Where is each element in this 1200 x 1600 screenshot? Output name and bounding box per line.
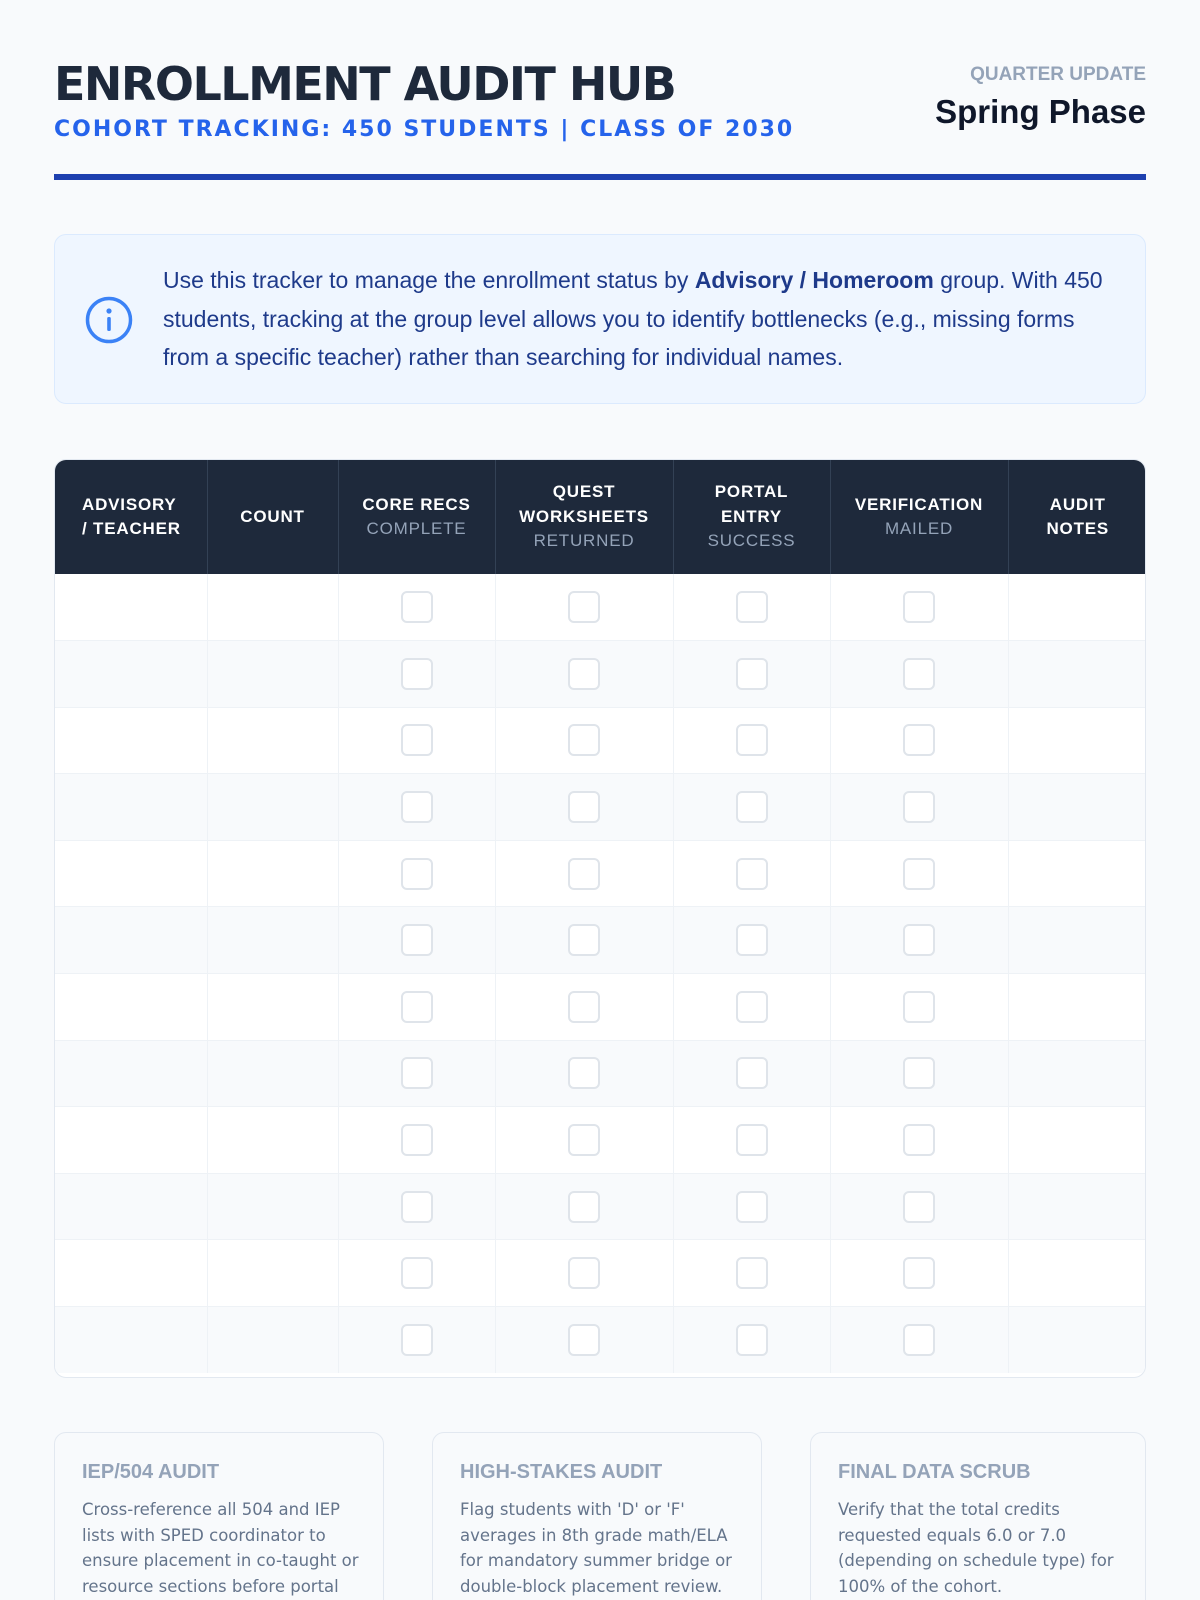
status-checkbox[interactable] (903, 724, 935, 756)
col-header-sub: SUCCESS (707, 531, 796, 551)
checkbox-cell (673, 774, 830, 841)
table-row (55, 1040, 1146, 1107)
status-checkbox[interactable] (903, 1124, 935, 1156)
checkbox-cell (338, 707, 495, 774)
advisory-teacher-cell[interactable] (55, 707, 207, 774)
count-cell[interactable] (207, 1307, 338, 1374)
status-checkbox[interactable] (401, 858, 433, 890)
col-header-quest-worksheets (495, 460, 673, 574)
table-row (55, 774, 1146, 841)
col-header-sub: MAILED (884, 519, 954, 538)
checkbox-cell (830, 1173, 1008, 1240)
checkbox-cell (830, 1307, 1008, 1374)
checkbox-cell (338, 1307, 495, 1374)
advisory-teacher-cell[interactable] (55, 574, 207, 641)
count-cell[interactable] (207, 974, 338, 1041)
audit-notes-cell[interactable] (1008, 1240, 1146, 1307)
col-header-line: VERIFICATION (854, 494, 984, 514)
status-checkbox[interactable] (568, 1124, 600, 1156)
quarter-label: QUARTER UPDATE (970, 64, 1146, 85)
card-iep-504-audit (54, 1432, 384, 1600)
advisory-teacher-cell[interactable] (55, 774, 207, 841)
status-checkbox[interactable] (903, 791, 935, 823)
count-cell[interactable] (207, 641, 338, 708)
checkbox-cell (830, 707, 1008, 774)
checkbox-cell (673, 974, 830, 1041)
advisory-teacher-cell[interactable] (55, 1173, 207, 1240)
status-checkbox[interactable] (568, 1191, 600, 1223)
advisory-teacher-cell[interactable] (55, 840, 207, 907)
checkbox-cell (495, 1240, 673, 1307)
advisory-teacher-cell[interactable] (55, 641, 207, 708)
checkbox-cell (830, 840, 1008, 907)
status-checkbox[interactable] (736, 724, 768, 756)
status-checkbox[interactable] (568, 724, 600, 756)
checkbox-cell (830, 974, 1008, 1041)
card-title: IEP/504 AUDIT (82, 1461, 220, 1483)
audit-notes-cell[interactable] (1008, 840, 1146, 907)
col-header-audit-notes (1008, 460, 1146, 574)
col-header-advisory (55, 460, 207, 574)
table-row (55, 1107, 1146, 1174)
table-row (55, 707, 1146, 774)
checkbox-cell (673, 574, 830, 641)
quarter-value: Spring Phase (935, 93, 1146, 130)
col-header-line: AUDIT (1049, 494, 1106, 514)
table-row (55, 1240, 1146, 1307)
status-checkbox[interactable] (401, 1257, 433, 1289)
audit-notes-cell[interactable] (1008, 907, 1146, 974)
checkbox-cell (495, 1107, 673, 1174)
info-callout (54, 234, 1146, 404)
audit-notes-cell[interactable] (1008, 1173, 1146, 1240)
page-subtitle: COHORT TRACKING: 450 STUDENTS | CLASS OF 2030 (54, 117, 795, 142)
info-text-emphasis: Advisory / Homeroom (694, 267, 934, 293)
col-header-line: ENTRY (721, 506, 782, 526)
checkbox-cell (338, 1173, 495, 1240)
col-header-count (207, 460, 338, 574)
checkbox-cell (830, 574, 1008, 641)
info-text-part: group. With 450 students, tracking at the group level allows you to identify bottlenecks (e.g., missing forms from a specific teacher) rather than searching for individual names. (163, 267, 1103, 370)
status-checkbox[interactable] (568, 658, 600, 690)
status-checkbox[interactable] (568, 591, 600, 623)
status-checkbox[interactable] (736, 591, 768, 623)
checkbox-cell (338, 907, 495, 974)
checkbox-cell (830, 1040, 1008, 1107)
checkbox-cell (830, 641, 1008, 708)
advisory-teacher-cell[interactable] (55, 1107, 207, 1174)
count-cell[interactable] (207, 707, 338, 774)
card-final-data-scrub (810, 1432, 1146, 1600)
card-title: FINAL DATA SCRUB (838, 1461, 1031, 1483)
status-checkbox[interactable] (903, 658, 935, 690)
col-header-sub: COMPLETE (366, 519, 467, 538)
count-cell[interactable] (207, 1240, 338, 1307)
status-checkbox[interactable] (568, 791, 600, 823)
status-checkbox[interactable] (736, 1257, 768, 1289)
card-body: Flag students with 'D' or 'F' averages in 8th grade math/ELA for mandatory summer bridge or double-block placement review. (460, 1500, 732, 1596)
checkbox-cell (673, 1040, 830, 1107)
col-header-line: QUEST (552, 482, 616, 502)
status-checkbox[interactable] (736, 1057, 768, 1089)
info-text (163, 261, 1123, 377)
card-high-stakes-audit (432, 1432, 762, 1600)
status-checkbox[interactable] (903, 924, 935, 956)
checkbox-cell (673, 1173, 830, 1240)
checkbox-cell (673, 1107, 830, 1174)
count-cell[interactable] (207, 1173, 338, 1240)
col-header-line: COUNT (240, 506, 305, 526)
status-checkbox[interactable] (401, 658, 433, 690)
audit-notes-cell[interactable] (1008, 974, 1146, 1041)
table-row (55, 574, 1146, 641)
status-checkbox[interactable] (903, 1257, 935, 1289)
col-header-line: NOTES (1046, 519, 1110, 538)
col-header-verification (830, 460, 1008, 574)
info-circle-icon (84, 295, 134, 345)
audit-notes-cell[interactable] (1008, 1307, 1146, 1374)
checkbox-cell (495, 974, 673, 1041)
advisory-teacher-cell[interactable] (55, 1040, 207, 1107)
status-checkbox[interactable] (903, 1324, 935, 1356)
advisory-teacher-cell[interactable] (55, 974, 207, 1041)
checkbox-cell (495, 774, 673, 841)
table-row (55, 1307, 1146, 1374)
checkbox-cell (495, 907, 673, 974)
status-checkbox[interactable] (736, 991, 768, 1023)
table-header-row (55, 460, 1146, 574)
checkbox-cell (830, 1240, 1008, 1307)
card-body: Cross-reference all 504 and IEP lists with SPED coordinator to ensure placement in co-taught or resource sections before portal (82, 1500, 359, 1596)
header-divider (54, 174, 1146, 180)
checkbox-cell (830, 1107, 1008, 1174)
status-checkbox[interactable] (401, 924, 433, 956)
advisory-teacher-cell[interactable] (55, 907, 207, 974)
audit-notes-cell[interactable] (1008, 1040, 1146, 1107)
page-title: ENROLLMENT AUDIT HUB (54, 57, 676, 111)
status-checkbox[interactable] (736, 858, 768, 890)
tracker-table (54, 459, 1146, 1378)
checkbox-cell (338, 974, 495, 1041)
table-body (55, 574, 1146, 1373)
checkbox-cell (338, 1040, 495, 1107)
status-checkbox[interactable] (401, 591, 433, 623)
col-header-line: CORE RECS (362, 494, 471, 514)
checkbox-cell (495, 707, 673, 774)
status-checkbox[interactable] (401, 724, 433, 756)
checkbox-cell (495, 1040, 673, 1107)
status-checkbox[interactable] (568, 1257, 600, 1289)
checkbox-cell (830, 907, 1008, 974)
checkbox-cell (673, 1240, 830, 1307)
status-checkbox[interactable] (568, 858, 600, 890)
card-body: Verify that the total credits requested equals 6.0 or 7.0 (depending on schedule type) for 100% of the cohort. (838, 1500, 1114, 1596)
table-row (55, 1173, 1146, 1240)
col-header-line: / TEACHER (82, 519, 181, 538)
col-header-portal-entry (673, 460, 830, 574)
audit-notes-cell[interactable] (1008, 574, 1146, 641)
checkbox-cell (338, 574, 495, 641)
status-checkbox[interactable] (401, 1191, 433, 1223)
status-checkbox[interactable] (568, 991, 600, 1023)
status-checkbox[interactable] (401, 791, 433, 823)
status-checkbox[interactable] (903, 591, 935, 623)
col-header-sub: RETURNED (533, 531, 635, 551)
checkbox-cell (338, 1107, 495, 1174)
advisory-teacher-cell[interactable] (55, 1307, 207, 1374)
checkbox-cell (673, 907, 830, 974)
checkbox-cell (495, 574, 673, 641)
col-header-core-recs (338, 460, 495, 574)
table-row (55, 641, 1146, 708)
status-checkbox[interactable] (903, 991, 935, 1023)
checkbox-cell (673, 1307, 830, 1374)
status-checkbox[interactable] (568, 1324, 600, 1356)
status-checkbox[interactable] (736, 791, 768, 823)
count-cell[interactable] (207, 774, 338, 841)
status-checkbox[interactable] (568, 924, 600, 956)
table-row (55, 974, 1146, 1041)
count-cell[interactable] (207, 1040, 338, 1107)
checkbox-cell (338, 641, 495, 708)
advisory-teacher-cell[interactable] (55, 1240, 207, 1307)
checkbox-cell (495, 641, 673, 708)
status-checkbox[interactable] (401, 1324, 433, 1356)
checkbox-cell (673, 840, 830, 907)
checkbox-cell (338, 1240, 495, 1307)
card-title: HIGH-STAKES AUDIT (460, 1461, 663, 1483)
status-checkbox[interactable] (736, 924, 768, 956)
status-checkbox[interactable] (568, 1057, 600, 1089)
checkbox-cell (495, 1307, 673, 1374)
checkbox-cell (673, 707, 830, 774)
page (54, 0, 1146, 1596)
col-header-line: WORKSHEETS (519, 506, 649, 526)
checkbox-cell (495, 840, 673, 907)
page-header (54, 0, 1146, 182)
table-row (55, 907, 1146, 974)
count-cell[interactable] (207, 1107, 338, 1174)
checkbox-cell (673, 641, 830, 708)
status-checkbox[interactable] (903, 858, 935, 890)
audit-notes-cell[interactable] (1008, 774, 1146, 841)
audit-notes-cell[interactable] (1008, 1107, 1146, 1174)
status-checkbox[interactable] (903, 1191, 935, 1223)
count-cell[interactable] (207, 840, 338, 907)
status-checkbox[interactable] (903, 1057, 935, 1089)
status-checkbox[interactable] (401, 991, 433, 1023)
status-checkbox[interactable] (736, 1124, 768, 1156)
status-checkbox[interactable] (401, 1124, 433, 1156)
audit-notes-cell[interactable] (1008, 707, 1146, 774)
info-text-part: Use this tracker to manage the enrollment status by (163, 267, 695, 293)
table-row (55, 840, 1146, 907)
checkbox-cell (338, 840, 495, 907)
count-cell[interactable] (207, 574, 338, 641)
col-header-line: ADVISORY (82, 494, 177, 514)
status-checkbox[interactable] (736, 1191, 768, 1223)
checkbox-cell (338, 774, 495, 841)
status-checkbox[interactable] (401, 1057, 433, 1089)
checkbox-cell (495, 1173, 673, 1240)
audit-notes-cell[interactable] (1008, 641, 1146, 708)
count-cell[interactable] (207, 907, 338, 974)
status-checkbox[interactable] (736, 658, 768, 690)
col-header-line: PORTAL (714, 482, 789, 502)
status-checkbox[interactable] (736, 1324, 768, 1356)
checkbox-cell (830, 774, 1008, 841)
